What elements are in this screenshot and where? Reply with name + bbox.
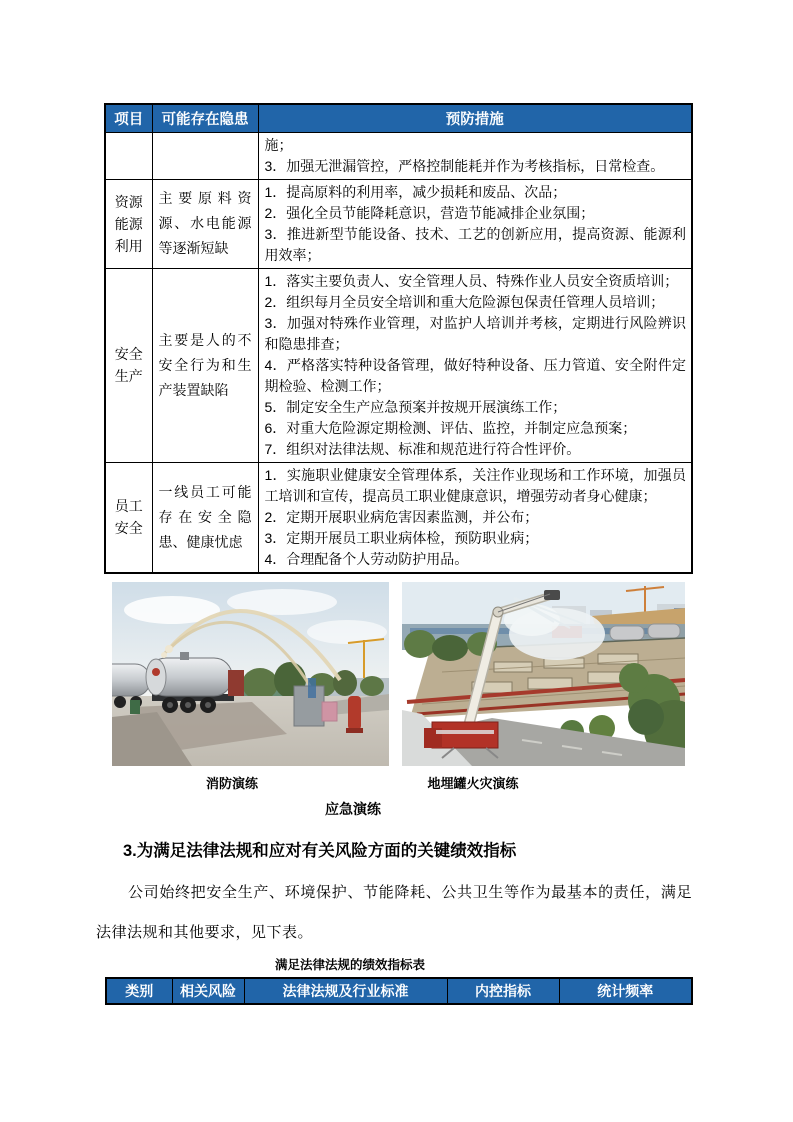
risk-cell: 主要是人的不安全行为和生产装置缺陷	[152, 268, 258, 462]
col-header-category: 类别	[106, 978, 172, 1004]
measure-item: 1．提高原料的利用率，减少损耗和废品、次品；	[264, 183, 567, 200]
item-cell: 资源能源利用	[105, 179, 152, 268]
item-cell: 员工安全	[105, 462, 152, 573]
measure-item: 1．落实主要负责人、安全管理人员、特殊作业人员安全资质培训；	[264, 272, 679, 289]
kpi-table	[105, 977, 693, 1005]
risk-cell: 主要原料资源、水电能源等逐渐短缺	[152, 179, 258, 268]
measure-item: 3．推进新型节能设备、技术、工艺的创新应用，提高资源、能源利用效率；	[264, 225, 686, 263]
tank-fire-drill-photo	[402, 582, 685, 766]
measure-item: 5．制定安全生产应急预案并按规开展演练工作；	[264, 398, 567, 415]
table-row	[105, 132, 692, 179]
right-photo-caption: 地埋罐火灾演练	[427, 776, 519, 791]
hazard-prevention-table	[104, 103, 693, 574]
section-paragraph: 公司始终把安全生产、环境保护、节能降耗、公共卫生等作为最基本的责任，满足法律法规和其他要求，见下表。	[96, 884, 692, 941]
photo-group-caption: 应急演练	[325, 801, 381, 817]
section-heading: 3.为满足法律法规和应对有关风险方面的关键绩效指标	[123, 842, 517, 860]
kpi-table-title: 满足法律法规的绩效指标表	[274, 958, 426, 972]
table1-header-row	[105, 104, 692, 132]
fire-drill-illustration	[112, 582, 389, 766]
col-header-item: 项目	[105, 104, 152, 132]
measures-cell	[258, 462, 692, 573]
measure-item: 7．组织对法律法规、标准和规范进行符合性评价。	[264, 440, 581, 457]
col-header-statistic-frequency: 统计频率	[559, 978, 692, 1004]
measure-item: 3．加强对特殊作业管理，对监护人培训并考核，定期进行风险辨识和隐患排查；	[264, 314, 686, 352]
table-row	[105, 268, 692, 462]
item-cell: 安全生产	[105, 268, 152, 462]
measure-item: 4．合理配备个人劳动防护用品。	[264, 550, 469, 567]
pump	[130, 700, 140, 714]
risk-cell	[152, 132, 258, 179]
table-row	[105, 179, 692, 268]
measure-item: 3．加强无泄漏管控，严格控制能耗并作为考核指标，日常检查。	[264, 157, 665, 174]
measure-item: 2．定期开展职业病危害因素监测，并公布；	[264, 508, 539, 525]
col-header-related-risk: 相关风险	[172, 978, 244, 1004]
measure-item: 施；	[264, 136, 293, 153]
table2-header-row	[106, 978, 692, 1004]
measures-cell	[258, 132, 692, 179]
table-row	[105, 462, 692, 573]
measure-item: 4．严格落实特种设备管理，做好特种设备、压力管道、安全附件定期检验、检测工作；	[264, 356, 686, 394]
fire-drill-photo	[112, 582, 389, 766]
item-cell	[105, 132, 152, 179]
measure-item: 2．组织每月全员安全培训和重大危险源包保责任管理人员培训；	[264, 293, 665, 310]
col-header-risk: 可能存在隐患	[152, 104, 258, 132]
measure-item: 3．定期开展员工职业病体检，预防职业病；	[264, 529, 539, 546]
measures-cell	[258, 268, 692, 462]
tank-fire-drill-illustration	[402, 582, 685, 766]
measure-item: 6．对重大危险源定期检测、评估、监控，并制定应急预案；	[264, 419, 637, 436]
measure-item: 1．实施职业健康安全管理体系，关注作业现场和工作环境，加强员工培训和宣传，提高员工职业健康意识，增强劳动者身心健康；	[264, 466, 686, 504]
col-header-measures: 预防措施	[258, 104, 692, 132]
pink-box	[322, 702, 337, 721]
measure-item: 2．强化全员节能降耗意识，营造节能减排企业氛围；	[264, 204, 595, 221]
risk-cell: 一线员工可能存在安全隐患、健康忧虑	[152, 462, 258, 573]
col-header-internal-indicator: 内控指标	[447, 978, 559, 1004]
left-photo-caption: 消防演练	[205, 776, 259, 791]
col-header-laws-standards: 法律法规及行业标准	[244, 978, 447, 1004]
measures-cell	[258, 179, 692, 268]
fire-extinguisher	[346, 696, 363, 733]
